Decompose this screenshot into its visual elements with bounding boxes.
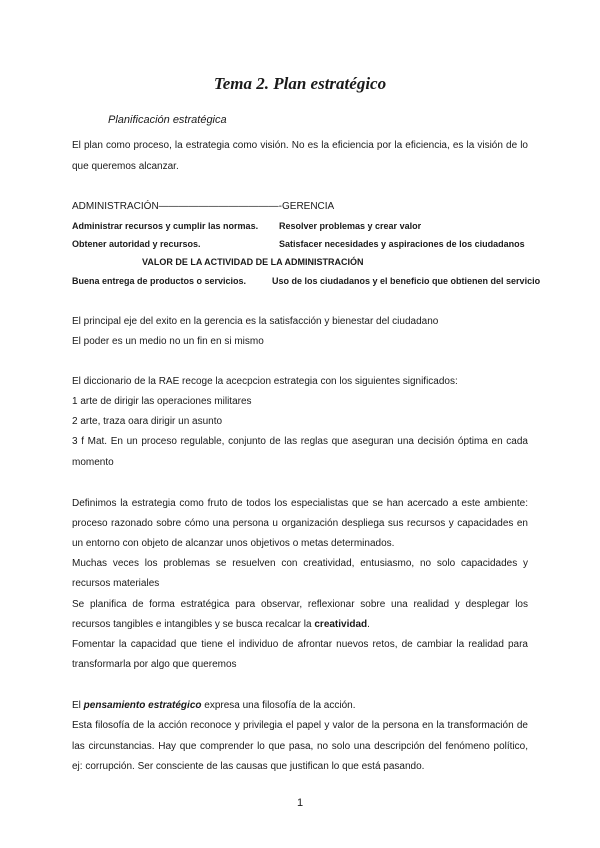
rae-intro: El diccionario de la RAE recoge la acecpcion estrategia con los siguientes significados: [72,376,458,387]
pensamiento-intro [72,700,355,711]
rae-item-1: 1 arte de dirigir las operaciones militares [72,396,252,407]
section-subtitle: Planificación estratégica [108,114,227,126]
definimos-line-7: recursos tangibles e intangibles y se busca recalcar la creatividad. [72,619,370,630]
table-row3-right: Uso de los ciudadanos y el beneficio que obtienen del servicio [272,276,541,286]
table-row1-left: Administrar recursos y cumplir las normas. [72,221,259,231]
definimos-line-6: Se planifica de forma estratégica para observar, reflexionar sobre una realidad y desplegar los [72,599,528,610]
definimos-line-4: Muchas veces los problemas se resuelven con creatividad, entusiasmo, no solo capacidades y [72,558,528,569]
pensamiento-line-2: las circunstancias. Hay que comprender lo que pasa, no solo una descripción del fenómeno político, [72,741,528,752]
pensamiento-line-3: ej: corrupción. Ser consciente de las causas que justifican lo que está pasando. [72,761,425,772]
pensamiento-line-1: Esta filosofía de la acción reconoce y privilegia el papel y valor de la persona en la transformación de [72,720,528,731]
table-row2-left: Obtener autoridad y recursos. [72,239,201,249]
definimos-line-7-text: recursos tangibles e intangibles y se busca recalcar la [72,619,312,630]
creatividad-emphasis: creatividad [314,619,368,630]
table-row3-left: Buena entrega de productos o servicios. [72,276,247,286]
rae-item-3: 3 f Mat. En un proceso regulable, conjunto de las reglas que aseguran una decisión óptima en cada [72,436,528,447]
admin-gerencia-header: ADMINISTRACIÓN————————————-GERENCIA [72,201,335,212]
table-row1-right: Resolver problemas y crear valor [279,221,422,231]
definimos-line-8: Fomentar la capacidad que tiene el individuo de afrontar nuevos retos, de cambiar la realidad para [72,639,528,650]
definimos-line-3: un entorno con objeto de alcanzar unos objetivos o metas determinados. [72,538,395,549]
principal-line-2: El poder es un medio no un fin en si mismo [72,336,264,347]
intro-line-1: El plan como proceso, la estrategia como visión. No es la eficiencia por la eficiencia, es la visión de lo [72,140,528,151]
page-number: 1 [296,797,304,809]
page-title: Tema 2. Plan estratégico [213,74,387,93]
definimos-line-1: Definimos la estrategia como fruto de todos los especialistas que se han acercado a este ambiente: [72,498,528,509]
rae-item-3-cont: momento [72,457,114,468]
table-row2-right: Satisfacer necesidades y aspiraciones de los ciudadanos [279,239,525,249]
intro-line-2: que queremos alcanzar. [72,161,179,172]
definimos-line-9: transformarla por algo que queremos [72,659,237,670]
definimos-line-2: proceso razonado sobre cómo una persona u organización despliega sus recursos y capacidades en [72,518,528,529]
pensamiento-pre: El [72,700,84,711]
principal-line-1: El principal eje del exito en la gerencia es la satisfacción y bienestar del ciudadano [72,316,439,327]
definimos-line-5: recursos materiales [72,578,160,589]
pensamiento-term: pensamiento estratégico [83,700,202,711]
table-center-heading: VALOR DE LA ACTIVIDAD DE LA ADMINISTRACIÓN [142,257,364,267]
pensamiento-post: expresa una filosofía de la acción. [201,700,356,711]
rae-item-2: 2 arte, traza oara dirigir un asunto [72,416,223,427]
